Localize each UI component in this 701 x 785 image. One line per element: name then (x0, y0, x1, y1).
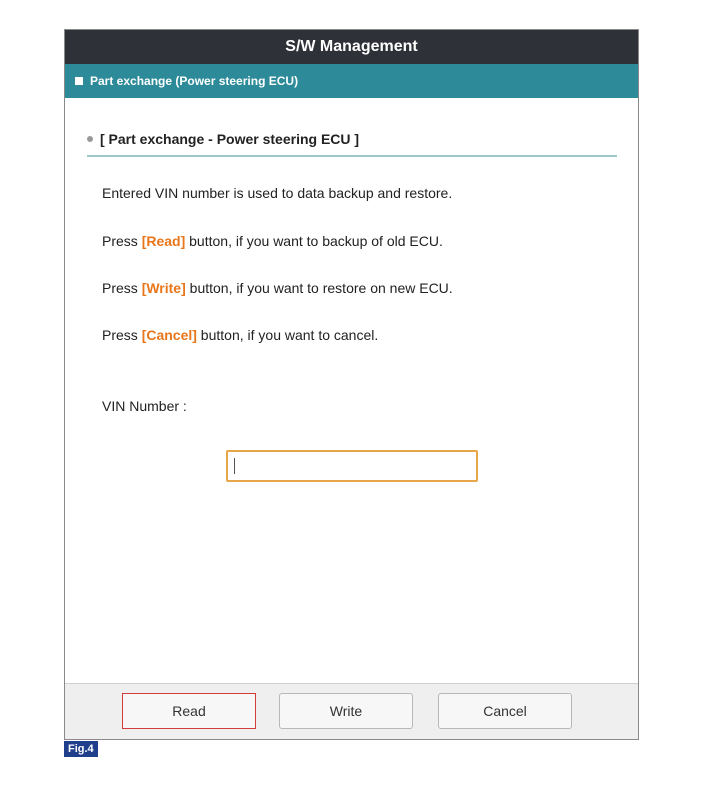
subheader-bar (65, 64, 638, 98)
message-cancel (102, 327, 378, 343)
message-cancel-prefix: Press (102, 327, 142, 343)
section-title-text: [ Part exchange - Power steering ECU ] (100, 131, 360, 147)
read-keyword: [Read] (141, 233, 186, 249)
message-read-prefix: Press (102, 233, 142, 249)
message-write (102, 280, 453, 296)
message-vin-usage: Entered VIN number is used to data backup and restore. (102, 185, 453, 201)
section-heading (87, 131, 617, 157)
message-cancel-suffix: button, if you want to cancel. (196, 327, 379, 343)
text-cursor (234, 458, 235, 474)
message-read-suffix: button, if you want to backup of old ECU. (185, 233, 443, 249)
write-keyword: [Write] (141, 280, 186, 296)
content-area (65, 131, 638, 157)
cancel-button[interactable]: Cancel (438, 693, 572, 729)
sw-management-dialog (64, 29, 639, 740)
read-button[interactable]: Read (122, 693, 256, 729)
vin-number-input[interactable] (226, 450, 478, 482)
figure-label: Fig.4 (64, 741, 98, 757)
write-button[interactable]: Write (279, 693, 413, 729)
cancel-keyword: [Cancel] (141, 327, 197, 343)
message-write-prefix: Press (102, 280, 142, 296)
circle-bullet-icon (87, 136, 93, 142)
message-write-suffix: button, if you want to restore on new ECU. (185, 280, 453, 296)
dialog-title: S/W Management (65, 30, 638, 64)
vin-number-label: VIN Number : (102, 398, 187, 414)
subheader-label: Part exchange (Power steering ECU) (90, 74, 299, 88)
button-bar (65, 683, 638, 739)
message-read (102, 233, 443, 249)
square-bullet-icon (75, 77, 83, 85)
